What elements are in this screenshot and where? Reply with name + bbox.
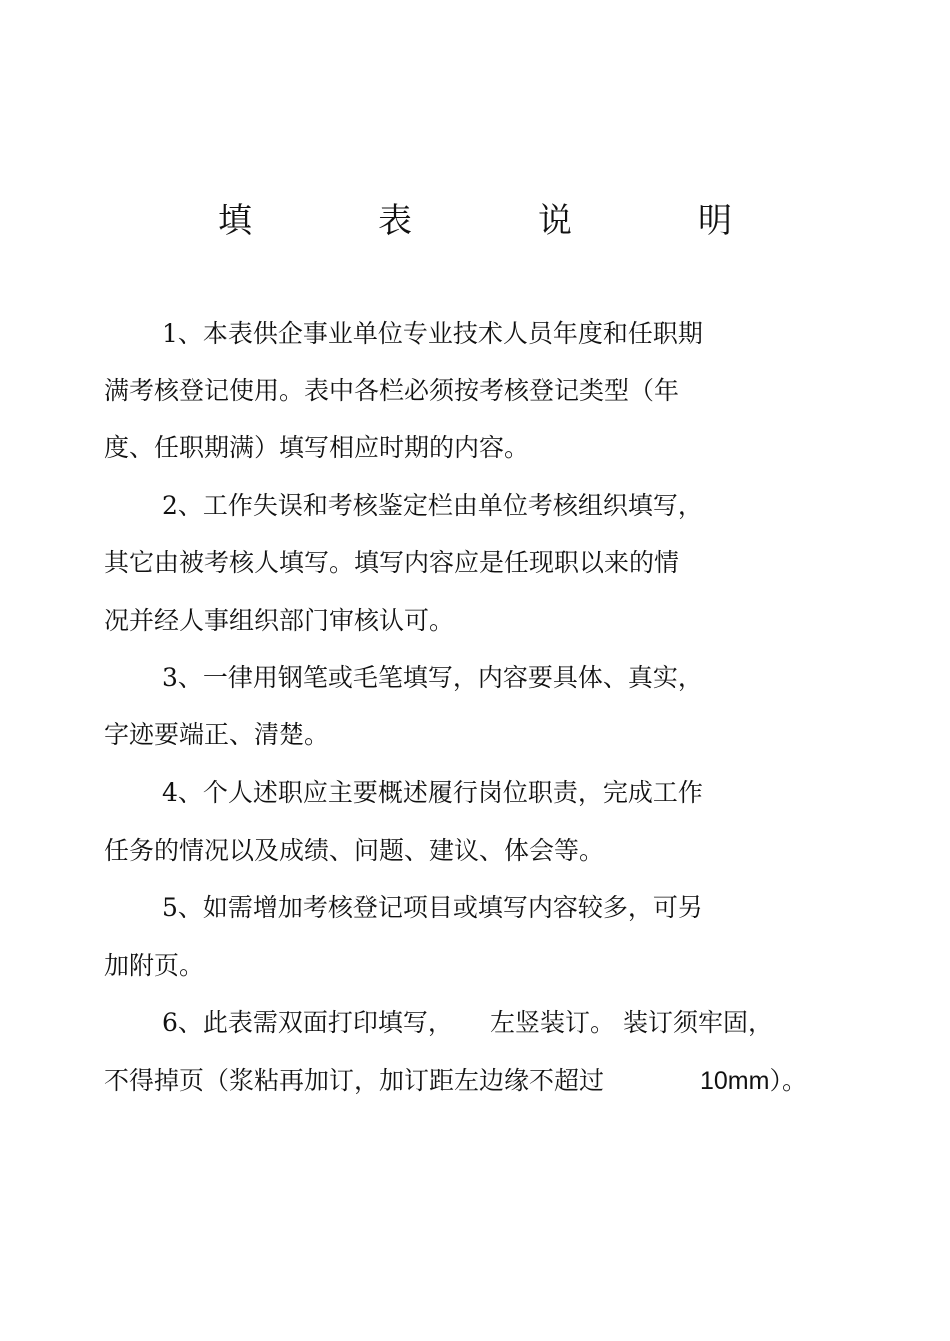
paragraph-5-line-1: 5、如需增加考核登记项目或填写内容较多，可另 [162,893,703,922]
paragraph-2-line-1: 2、工作失误和考核鉴定栏由单位考核组织填写， [162,491,703,520]
paragraph-4-line-2: 任务的情况以及成绩、问题、建议、体会等。 [104,836,605,865]
paragraph-5-line-2: 加附页。 [104,951,205,980]
paragraph-1-line-1: 1、本表供企事业单位专业技术人员年度和任职期 [162,319,703,348]
paragraph-6-line-1b: 左竖装订。 装订须牢固， [490,1008,773,1037]
paragraph-6-line-2a: 不得掉页（浆粘再加订，加订距左边缘不超过 [104,1066,605,1095]
paragraph-4-line-1: 4、个人述职应主要概述履行岗位职责，完成工作 [162,778,703,807]
paragraph-6-line-1a: 6、此表需双面打印填写， [162,1008,453,1037]
paragraph-3-line-1: 3、一律用钢笔或毛笔填写，内容要具体、真实， [162,663,703,692]
paragraph-3-line-2: 字迹要端正、清楚。 [104,720,330,749]
paragraph-1-line-3: 度、任职期满）填写相应时期的内容。 [104,433,530,462]
paragraph-2-line-2: 其它由被考核人填写。填写内容应是任现职以来的情 [104,548,680,577]
page-title: 填 表 说 明 [218,201,778,241]
paragraph-6-line-2b: 10mm）。 [700,1067,807,1095]
paragraph-2-line-3: 况并经人事组织部门审核认可。 [104,606,455,635]
paragraph-1-line-2: 满考核登记使用。表中各栏必须按考核登记类型（年 [104,376,680,405]
